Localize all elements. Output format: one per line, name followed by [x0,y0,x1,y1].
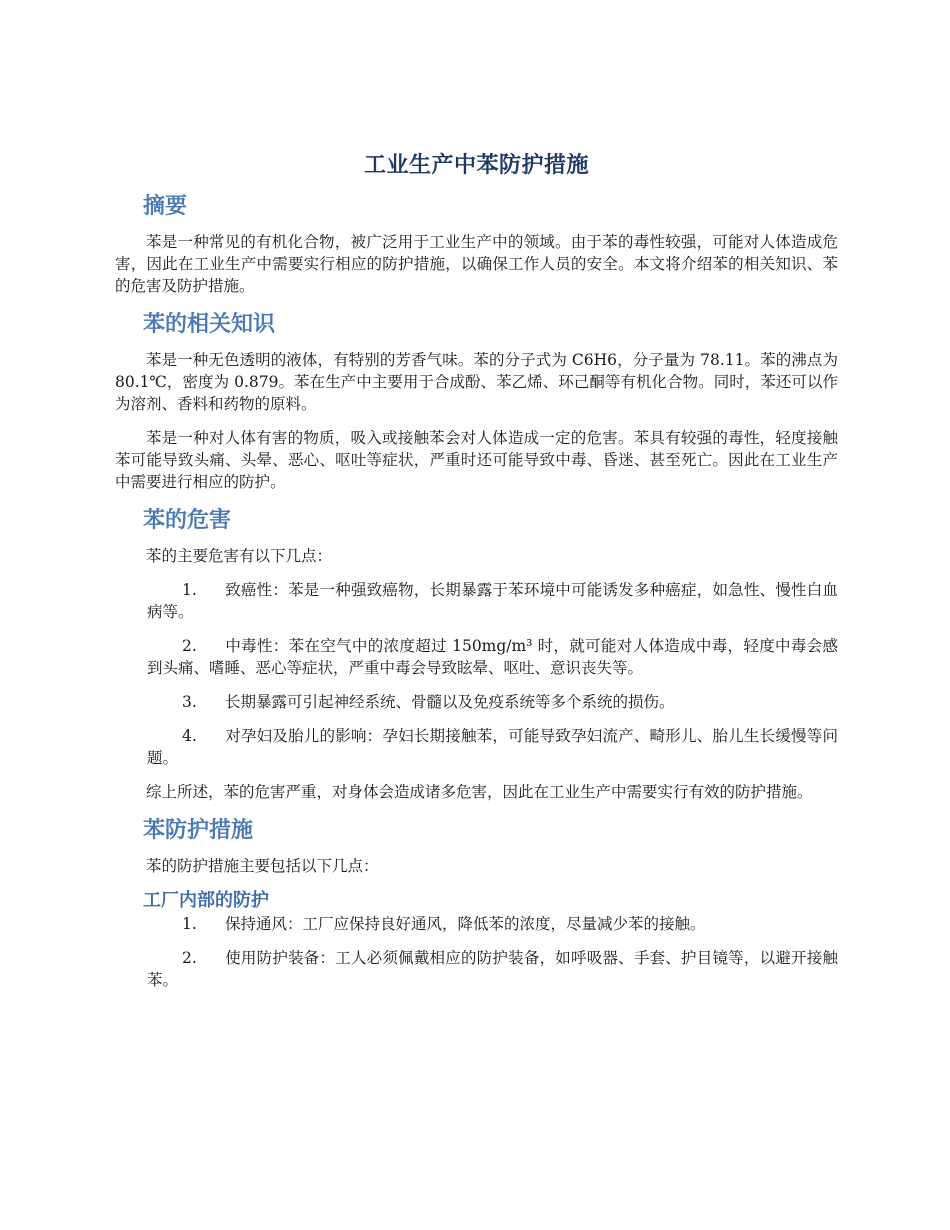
list-number: 2. [182,637,197,655]
list-item [147,947,838,991]
hazards-summary: 综上所述，苯的危害严重，对身体会造成诸多危害，因此在工业生产中需要实行有效的防护措施。 [146,783,813,801]
knowledge-paragraph-1: 苯是一种无色透明的液体，有特别的芳香气味。苯的分子式为 C6H6，分子量为 78.11。苯的沸点为 80.1℃，密度为 0.879。苯在生产中主要用于合成酚、苯乙烯、环己酮等有机化合物。同时，苯还可以作为溶剂、香料和药物的原料。 [115,351,838,413]
subsection-heading-factory: 工厂内部的防护 [143,890,269,911]
list-number: 2. [182,949,197,967]
list-item [147,579,838,623]
list-number: 4. [182,727,197,745]
list-number: 1. [182,581,197,599]
list-text: 中毒性：苯在空气中的浓度超过 150mg/m³ 时，就可能对人体造成中毒，轻度中毒会感到头痛、嗜睡、恶心等症状，严重中毒会导致眩晕、呕吐、意识丧失等。 [147,637,838,677]
abstract-paragraph: 苯是一种常见的有机化合物，被广泛用于工业生产中的领域。由于苯的毒性较强，可能对人体造成危害，因此在工业生产中需要实行相应的防护措施，以确保工作人员的安全。本文将介绍苯的相关知识、苯的危害及防护措施。 [115,233,838,295]
list-item [147,691,838,713]
list-item [147,635,838,679]
list-text: 保持通风：工厂应保持良好通风，降低苯的浓度，尽量减少苯的接触。 [225,915,706,933]
list-item [147,913,838,935]
list-item [147,725,838,769]
list-text: 致癌性：苯是一种强致癌物，长期暴露于苯环境中可能诱发多种癌症，如急性、慢性白血病等。 [147,581,838,621]
factory-protection-list [115,913,838,991]
list-text: 使用防护装备：工人必须佩戴相应的防护装备，如呼吸器、手套、护目镜等，以避开接触苯。 [147,949,838,989]
protection-intro: 苯的防护措施主要包括以下几点： [146,857,379,875]
document-title: 工业生产中苯防护措施 [363,153,589,178]
section-heading-knowledge: 苯的相关知识 [143,312,276,337]
list-text: 对孕妇及胎儿的影响：孕妇长期接触苯，可能导致孕妇流产、畸形儿、胎儿生长缓慢等问题。 [147,727,838,767]
list-number: 3. [182,693,197,711]
list-number: 1. [182,915,197,933]
hazards-list [115,579,838,769]
section-heading-protection: 苯防护措施 [143,818,254,843]
knowledge-paragraph-2: 苯是一种对人体有害的物质，吸入或接触苯会对人体造成一定的危害。苯具有较强的毒性，轻度接触苯可能导致头痛、头晕、恶心、呕吐等症状，严重时还可能导致中毒、昏迷、甚至死亡。因此在工业生产中需要进行相应的防护。 [115,429,838,491]
hazards-intro: 苯的主要危害有以下几点： [146,547,333,565]
section-heading-abstract: 摘要 [143,194,188,219]
list-text: 长期暴露可引起神经系统、骨髓以及免疫系统等多个系统的损伤。 [225,693,675,711]
section-heading-hazards: 苯的危害 [143,508,232,533]
